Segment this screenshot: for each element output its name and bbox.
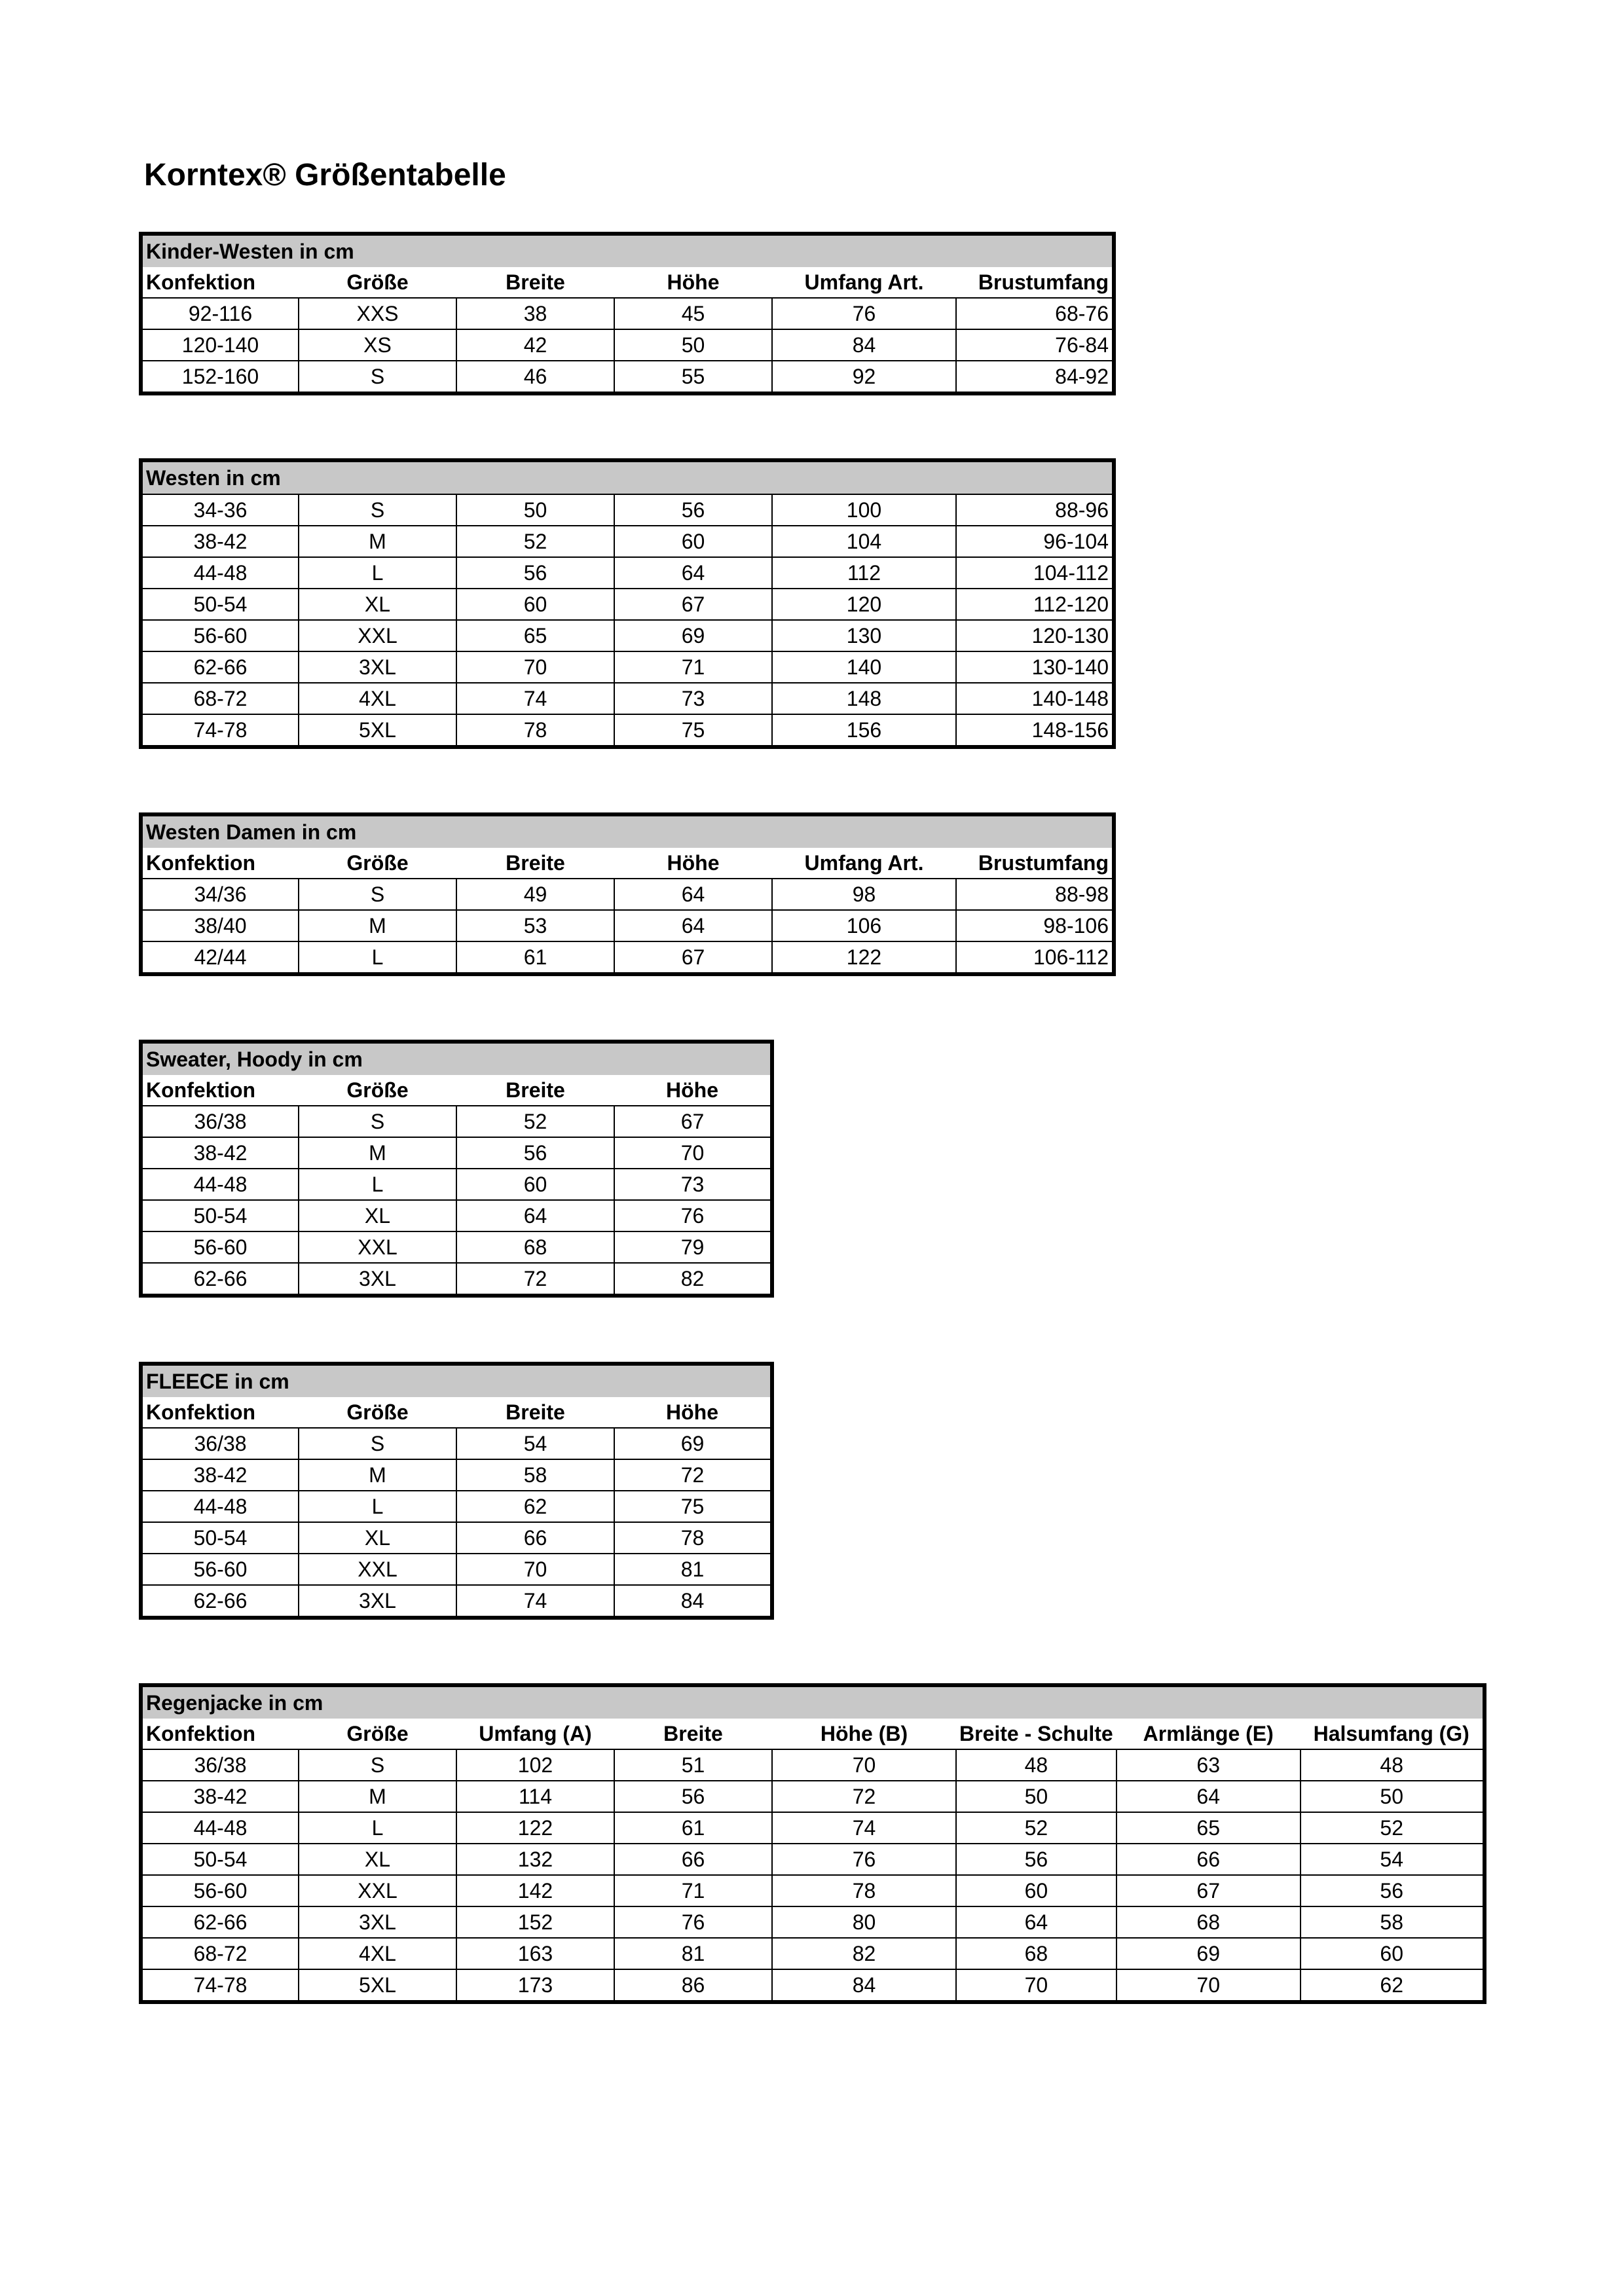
- table-cell: 44-48: [141, 1169, 299, 1200]
- table-cell: 98-106: [956, 910, 1114, 941]
- table-row: [141, 1969, 1485, 2002]
- table-cell: 82: [614, 1263, 772, 1296]
- table-cell: 68: [956, 1938, 1116, 1969]
- table-cell: 56-60: [141, 1231, 299, 1263]
- table-row: [141, 1749, 1485, 1781]
- table-cell: 73: [614, 683, 772, 714]
- table-cell: 120-140: [141, 329, 299, 361]
- table-cell: 112-120: [956, 589, 1114, 620]
- table-cell: XL: [299, 589, 456, 620]
- table-cell: 76: [772, 298, 956, 329]
- table-cell: 104: [772, 526, 956, 557]
- table-cell: 60: [456, 1169, 614, 1200]
- table-row: [141, 494, 1114, 526]
- table-cell: 163: [456, 1938, 614, 1969]
- table-cell: 65: [1116, 1812, 1301, 1844]
- column-header: Umfang (A): [479, 1722, 592, 1745]
- table-cell: M: [299, 1459, 456, 1491]
- table-cell: 5XL: [299, 714, 456, 747]
- table-row: [141, 526, 1114, 557]
- table-cell: 74: [456, 683, 614, 714]
- table-cell: XXL: [299, 620, 456, 651]
- table-caption: Westen in cm: [141, 460, 1114, 494]
- table-caption: Kinder-Westen in cm: [141, 234, 1114, 267]
- table-cell: 64: [956, 1906, 1116, 1938]
- table-cell: S: [299, 494, 456, 526]
- table-row: [141, 879, 1114, 910]
- table-cell: 4XL: [299, 683, 456, 714]
- table-cell: 67: [614, 1106, 772, 1137]
- column-header: Höhe (B): [820, 1722, 908, 1745]
- table-cell: 62-66: [141, 651, 299, 683]
- table-cell: 152-160: [141, 361, 299, 393]
- table-header-row: [141, 848, 1114, 879]
- table-cell: 112: [772, 557, 956, 589]
- table-cell: 38-42: [141, 526, 299, 557]
- table-cell: 38-42: [141, 1781, 299, 1812]
- table-cell: 148-156: [956, 714, 1114, 747]
- table-cell: 5XL: [299, 1969, 456, 2002]
- table-cell: 55: [614, 361, 772, 393]
- table-cell: 71: [614, 651, 772, 683]
- table-cell: 69: [614, 620, 772, 651]
- table-row: [141, 361, 1114, 393]
- table-cell: 56: [1301, 1875, 1485, 1906]
- table-cell: M: [299, 910, 456, 941]
- table-cell: 61: [456, 941, 614, 974]
- table-cell: L: [299, 1491, 456, 1522]
- table-cell: 102: [456, 1749, 614, 1781]
- table-cell: 46: [456, 361, 614, 393]
- column-header: Konfektion: [146, 1078, 256, 1102]
- table-cell: 3XL: [299, 1263, 456, 1296]
- table-row: [141, 651, 1114, 683]
- table-row: [141, 557, 1114, 589]
- column-header: Konfektion: [146, 270, 256, 294]
- table-cell: 84-92: [956, 361, 1114, 393]
- table-header-row: [141, 1397, 772, 1428]
- table-cell: 38: [456, 298, 614, 329]
- column-header: Konfektion: [146, 1400, 256, 1424]
- table-cell: 36/38: [141, 1106, 299, 1137]
- table-cell: 68-72: [141, 1938, 299, 1969]
- table-cell: 50: [456, 494, 614, 526]
- table-cell: 61: [614, 1812, 772, 1844]
- table-cell: 3XL: [299, 1585, 456, 1618]
- table-row: [141, 589, 1114, 620]
- table-cell: S: [299, 1428, 456, 1459]
- table-cell: 4XL: [299, 1938, 456, 1969]
- table-row: [141, 1169, 772, 1200]
- table-cell: S: [299, 361, 456, 393]
- table-cell: 79: [614, 1231, 772, 1263]
- table-cell: 81: [614, 1554, 772, 1585]
- table-row: [141, 620, 1114, 651]
- table-cell: 67: [1116, 1875, 1301, 1906]
- column-header: Konfektion: [146, 851, 256, 875]
- column-header: Brustumfang: [978, 270, 1109, 294]
- table-cell: M: [299, 526, 456, 557]
- table-cell: 132: [456, 1844, 614, 1875]
- table-cell: XL: [299, 1522, 456, 1554]
- table-cell: 64: [614, 910, 772, 941]
- table-cell: XXL: [299, 1231, 456, 1263]
- size-table-westen-damen: [139, 812, 1116, 976]
- table-cell: 56: [614, 1781, 772, 1812]
- table-cell: 56-60: [141, 1554, 299, 1585]
- table-cell: 120: [772, 589, 956, 620]
- table-cell: 54: [456, 1428, 614, 1459]
- column-header: Breite: [506, 1400, 565, 1424]
- column-header: Größe: [346, 1722, 409, 1745]
- table-caption: Westen Damen in cm: [141, 814, 1114, 848]
- table-cell: 72: [614, 1459, 772, 1491]
- table-cell: 70: [456, 1554, 614, 1585]
- table-cell: 84: [772, 329, 956, 361]
- table-cell: 53: [456, 910, 614, 941]
- table-cell: 74: [456, 1585, 614, 1618]
- table-cell: 68: [1116, 1906, 1301, 1938]
- column-header: Konfektion: [146, 1722, 256, 1745]
- table-cell: 42/44: [141, 941, 299, 974]
- column-header: Umfang Art.: [804, 851, 924, 875]
- table-cell: S: [299, 1106, 456, 1137]
- table-cell: 140-148: [956, 683, 1114, 714]
- table-row: [141, 1875, 1485, 1906]
- table-cell: 68-72: [141, 683, 299, 714]
- table-cell: 56: [614, 494, 772, 526]
- table-cell: 50: [1301, 1781, 1485, 1812]
- column-header: Breite: [506, 270, 565, 294]
- table-cell: 70: [1116, 1969, 1301, 2002]
- column-header: Breite - Schulte: [959, 1722, 1113, 1745]
- table-row: [141, 1428, 772, 1459]
- size-table-regenjacke: [139, 1683, 1486, 2004]
- column-header: Umfang Art.: [804, 270, 924, 294]
- table-cell: 56-60: [141, 1875, 299, 1906]
- table-row: [141, 1459, 772, 1491]
- table-cell: 44-48: [141, 1491, 299, 1522]
- table-cell: XL: [299, 1200, 456, 1231]
- table-cell: 62-66: [141, 1585, 299, 1618]
- table-cell: 73: [614, 1169, 772, 1200]
- table-cell: 142: [456, 1875, 614, 1906]
- table-cell: 64: [614, 879, 772, 910]
- table-cell: 70: [456, 651, 614, 683]
- table-cell: 71: [614, 1875, 772, 1906]
- table-cell: 120-130: [956, 620, 1114, 651]
- table-cell: 72: [772, 1781, 956, 1812]
- table-caption: Sweater, Hoody in cm: [141, 1042, 772, 1075]
- table-cell: 152: [456, 1906, 614, 1938]
- table-cell: 62-66: [141, 1906, 299, 1938]
- table-cell: 50-54: [141, 589, 299, 620]
- table-header-row: [141, 1075, 772, 1106]
- table-cell: 148: [772, 683, 956, 714]
- table-row: [141, 1200, 772, 1231]
- table-cell: 49: [456, 879, 614, 910]
- table-cell: 64: [614, 557, 772, 589]
- table-cell: 78: [772, 1875, 956, 1906]
- table-row: [141, 1585, 772, 1618]
- table-cell: 58: [456, 1459, 614, 1491]
- table-cell: 60: [956, 1875, 1116, 1906]
- column-header: Breite: [663, 1722, 723, 1745]
- table-row: [141, 1491, 772, 1522]
- table-cell: 56-60: [141, 620, 299, 651]
- table-cell: 122: [772, 941, 956, 974]
- table-cell: M: [299, 1137, 456, 1169]
- table-row: [141, 910, 1114, 941]
- table-row: [141, 714, 1114, 747]
- table-cell: 74: [772, 1812, 956, 1844]
- table-cell: 56: [456, 1137, 614, 1169]
- table-cell: 48: [956, 1749, 1116, 1781]
- table-cell: 36/38: [141, 1428, 299, 1459]
- table-cell: 38/40: [141, 910, 299, 941]
- table-cell: L: [299, 941, 456, 974]
- table-cell: 68-76: [956, 298, 1114, 329]
- table-row: [141, 298, 1114, 329]
- table-cell: XL: [299, 1844, 456, 1875]
- table-cell: XXL: [299, 1554, 456, 1585]
- table-header-row: [141, 267, 1114, 298]
- table-cell: 42: [456, 329, 614, 361]
- table-cell: 3XL: [299, 1906, 456, 1938]
- table-cell: 62: [456, 1491, 614, 1522]
- table-cell: 140: [772, 651, 956, 683]
- table-cell: 54: [1301, 1844, 1485, 1875]
- table-cell: 78: [456, 714, 614, 747]
- table-cell: 106-112: [956, 941, 1114, 974]
- column-header: Brustumfang: [978, 851, 1109, 875]
- table-cell: 52: [1301, 1812, 1485, 1844]
- table-cell: 60: [1301, 1938, 1485, 1969]
- column-header: Größe: [346, 270, 409, 294]
- table-cell: L: [299, 557, 456, 589]
- table-cell: 36/38: [141, 1749, 299, 1781]
- table-cell: 67: [614, 941, 772, 974]
- table-cell: 81: [614, 1938, 772, 1969]
- table-cell: 63: [1116, 1749, 1301, 1781]
- table-row: [141, 683, 1114, 714]
- table-cell: 56: [956, 1844, 1116, 1875]
- table-cell: 86: [614, 1969, 772, 2002]
- column-header: Größe: [346, 1400, 409, 1424]
- column-header: Höhe: [666, 1078, 718, 1102]
- page-title: Korntex® Größentabelle: [144, 158, 506, 192]
- table-cell: 122: [456, 1812, 614, 1844]
- table-cell: 76: [614, 1906, 772, 1938]
- table-cell: 76: [614, 1200, 772, 1231]
- table-cell: 69: [614, 1428, 772, 1459]
- size-table-sweater-hoody: [139, 1040, 774, 1298]
- table-cell: 69: [1116, 1938, 1301, 1969]
- table-cell: 173: [456, 1969, 614, 2002]
- column-header: Höhe: [667, 851, 720, 875]
- table-cell: 84: [772, 1969, 956, 2002]
- table-cell: 84: [614, 1585, 772, 1618]
- table-row: [141, 1938, 1485, 1969]
- table-cell: 67: [614, 589, 772, 620]
- column-header: Breite: [506, 1078, 565, 1102]
- table-cell: 38-42: [141, 1459, 299, 1491]
- table-cell: 38-42: [141, 1137, 299, 1169]
- table-caption: Regenjacke in cm: [141, 1685, 1485, 1719]
- table-cell: 34-36: [141, 494, 299, 526]
- table-cell: 92-116: [141, 298, 299, 329]
- table-row: [141, 1906, 1485, 1938]
- column-header: Höhe: [667, 270, 720, 294]
- table-row: [141, 1554, 772, 1585]
- table-cell: 156: [772, 714, 956, 747]
- table-cell: XXL: [299, 1875, 456, 1906]
- size-table-fleece: [139, 1362, 774, 1620]
- table-cell: 52: [956, 1812, 1116, 1844]
- table-row: [141, 1812, 1485, 1844]
- table-cell: 56: [456, 557, 614, 589]
- table-cell: 72: [456, 1263, 614, 1296]
- table-row: [141, 329, 1114, 361]
- column-header: Höhe: [666, 1400, 718, 1424]
- size-table-westen: [139, 458, 1116, 749]
- table-cell: L: [299, 1169, 456, 1200]
- table-cell: 65: [456, 620, 614, 651]
- table-cell: 64: [1116, 1781, 1301, 1812]
- table-cell: S: [299, 879, 456, 910]
- table-row: [141, 1844, 1485, 1875]
- table-cell: XS: [299, 329, 456, 361]
- table-cell: 44-48: [141, 557, 299, 589]
- table-cell: 50-54: [141, 1522, 299, 1554]
- table-cell: 75: [614, 1491, 772, 1522]
- size-table-kinder-westen: [139, 232, 1116, 395]
- column-header: Halsumfang (G): [1313, 1722, 1469, 1745]
- table-cell: 92: [772, 361, 956, 393]
- table-cell: 70: [956, 1969, 1116, 2002]
- table-cell: 66: [456, 1522, 614, 1554]
- column-header: Armlänge (E): [1143, 1722, 1274, 1745]
- table-cell: 52: [456, 526, 614, 557]
- table-cell: 74-78: [141, 714, 299, 747]
- table-row: [141, 1522, 772, 1554]
- table-cell: 74-78: [141, 1969, 299, 2002]
- table-cell: 78: [614, 1522, 772, 1554]
- table-cell: 100: [772, 494, 956, 526]
- table-cell: 66: [614, 1844, 772, 1875]
- table-cell: 52: [456, 1106, 614, 1137]
- column-header: Größe: [346, 1078, 409, 1102]
- table-cell: 62-66: [141, 1263, 299, 1296]
- table-cell: 66: [1116, 1844, 1301, 1875]
- table-cell: L: [299, 1812, 456, 1844]
- table-cell: 130: [772, 620, 956, 651]
- table-cell: 50-54: [141, 1200, 299, 1231]
- table-cell: 98: [772, 879, 956, 910]
- table-cell: 106: [772, 910, 956, 941]
- table-cell: S: [299, 1749, 456, 1781]
- table-row: [141, 1137, 772, 1169]
- table-cell: 58: [1301, 1906, 1485, 1938]
- table-cell: 88-98: [956, 879, 1114, 910]
- table-row: [141, 1263, 772, 1296]
- table-cell: 48: [1301, 1749, 1485, 1781]
- column-header: Breite: [506, 851, 565, 875]
- table-cell: 88-96: [956, 494, 1114, 526]
- table-cell: 80: [772, 1906, 956, 1938]
- table-cell: 96-104: [956, 526, 1114, 557]
- table-cell: 104-112: [956, 557, 1114, 589]
- table-cell: 70: [772, 1749, 956, 1781]
- table-cell: M: [299, 1781, 456, 1812]
- column-header: Größe: [346, 851, 409, 875]
- table-caption: FLEECE in cm: [141, 1364, 772, 1397]
- table-cell: 130-140: [956, 651, 1114, 683]
- table-cell: 75: [614, 714, 772, 747]
- table-cell: 50: [956, 1781, 1116, 1812]
- table-cell: 3XL: [299, 651, 456, 683]
- table-cell: 34/36: [141, 879, 299, 910]
- table-cell: 60: [614, 526, 772, 557]
- table-cell: 70: [614, 1137, 772, 1169]
- table-cell: 51: [614, 1749, 772, 1781]
- table-cell: 76-84: [956, 329, 1114, 361]
- table-cell: XXS: [299, 298, 456, 329]
- table-cell: 68: [456, 1231, 614, 1263]
- table-cell: 64: [456, 1200, 614, 1231]
- table-cell: 114: [456, 1781, 614, 1812]
- table-row: [141, 1106, 772, 1137]
- table-cell: 82: [772, 1938, 956, 1969]
- table-cell: 76: [772, 1844, 956, 1875]
- table-cell: 44-48: [141, 1812, 299, 1844]
- table-cell: 50: [614, 329, 772, 361]
- table-cell: 45: [614, 298, 772, 329]
- table-cell: 62: [1301, 1969, 1485, 2002]
- table-cell: 50-54: [141, 1844, 299, 1875]
- table-cell: 60: [456, 589, 614, 620]
- table-row: [141, 1781, 1485, 1812]
- table-row: [141, 941, 1114, 974]
- table-header-row: [141, 1719, 1485, 1749]
- table-row: [141, 1231, 772, 1263]
